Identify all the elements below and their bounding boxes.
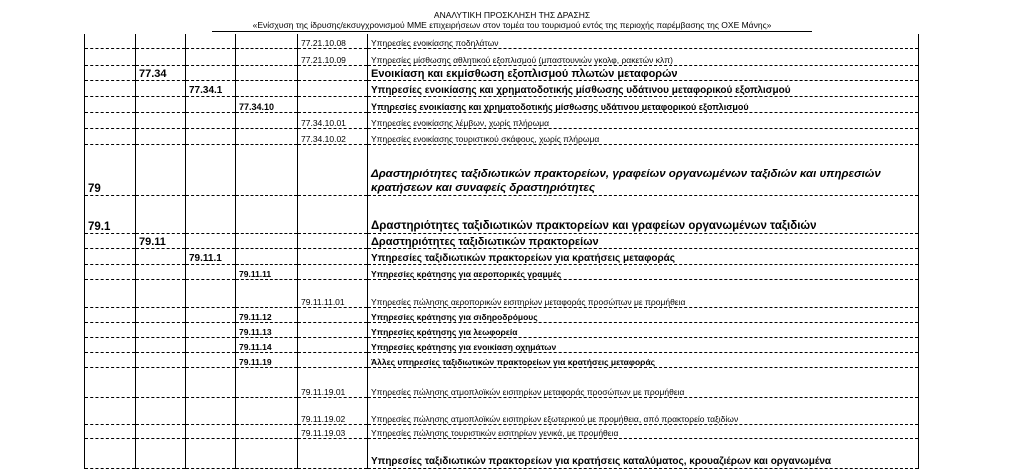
table-row bbox=[85, 233, 919, 248]
table-row bbox=[85, 337, 919, 352]
description-cell: Υπηρεσίες ενοικίασης και χρηματοδοτικής μίσθωσης υδάτινου μεταφορικού εξοπλισμού bbox=[368, 96, 919, 112]
class-code-cell bbox=[236, 397, 298, 424]
description-cell: Υπηρεσίες πώλησης ατμοπλοϊκών εισιτηρίων εξωτερικού με προμήθεια, από πρακτορείο ταξιδίων bbox=[368, 397, 919, 424]
table-row bbox=[85, 279, 919, 307]
group-code-cell bbox=[186, 264, 236, 279]
group-code-cell bbox=[186, 367, 236, 397]
group-code-cell bbox=[186, 438, 236, 468]
group-code-cell bbox=[186, 322, 236, 337]
subtitle-underline bbox=[212, 31, 812, 32]
class-code-cell bbox=[236, 80, 298, 96]
subclass-code-cell: 77.21.10.09 bbox=[298, 48, 368, 65]
table-row bbox=[85, 96, 919, 112]
group-code-cell bbox=[186, 48, 236, 65]
document-subtitle: «Ενίσχυση της ίδρυσης/εκσυγχρονισμού ΜΜΕ επιχειρήσεων στον τομέα του τουρισμού εντός της περιοχής παρέμβασης της ΟΧΕ Μάνης» bbox=[252, 20, 772, 30]
class-code-cell bbox=[236, 128, 298, 144]
subclass-code-cell: 79.11.19.01 bbox=[298, 367, 368, 397]
division-code-cell bbox=[136, 144, 186, 195]
section-code-cell: 79 bbox=[85, 144, 136, 195]
section-code-cell bbox=[85, 438, 136, 468]
subclass-code-cell: 77.34.10.02 bbox=[298, 128, 368, 144]
division-code-cell bbox=[136, 80, 186, 96]
subclass-code-cell: 79.11.19.03 bbox=[298, 424, 368, 438]
description-cell: Υπηρεσίες πώλησης αεροπορικών εισιτηρίων μεταφοράς προσώπων με προμήθεια bbox=[368, 279, 919, 307]
table-row bbox=[85, 352, 919, 367]
class-code-cell bbox=[236, 195, 298, 233]
subclass-code-cell bbox=[298, 264, 368, 279]
description-cell: Υπηρεσίες πώλησης ατμοπλοϊκών εισιτηρίων μεταφοράς προσώπων με προμήθεια bbox=[368, 367, 919, 397]
section-code-cell bbox=[85, 80, 136, 96]
group-code-cell bbox=[186, 128, 236, 144]
subclass-code-cell bbox=[298, 233, 368, 248]
group-code-cell bbox=[186, 307, 236, 322]
class-code-cell: 79.11.12 bbox=[236, 307, 298, 322]
subclass-code-cell bbox=[298, 80, 368, 96]
section-code-cell bbox=[85, 96, 136, 112]
class-code-cell bbox=[236, 65, 298, 80]
group-code-cell bbox=[186, 96, 236, 112]
description-cell: Υπηρεσίες ταξιδιωτικών πρακτορείων για κρατήσεις μεταφοράς bbox=[368, 248, 919, 264]
description-cell: Υπηρεσίες πώλησης τουριστικών εισιτηρίων γενικά, με προμήθεια bbox=[368, 424, 919, 438]
activity-codes-body bbox=[85, 34, 919, 468]
description-cell: Υπηρεσίες ενοικίασης λέμβων, χωρίς πλήρωμα bbox=[368, 112, 919, 128]
description-cell: Υπηρεσίες μίσθωσης αθλητικού εξοπλισμού (μπαστουνιών γκολφ, ρακετών κλπ) bbox=[368, 48, 919, 65]
table-row bbox=[85, 264, 919, 279]
group-code-cell bbox=[186, 424, 236, 438]
table-row bbox=[85, 112, 919, 128]
subclass-code-cell bbox=[298, 322, 368, 337]
description-cell: Δραστηριότητες ταξιδιωτικών πρακτορείων, γραφείων οργανωμένων ταξιδιών και υπηρεσιών κρατήσεων και συναφείς δραστηριότητες bbox=[368, 144, 919, 195]
group-code-cell: 79.11.1 bbox=[186, 248, 236, 264]
table-row bbox=[85, 367, 919, 397]
class-code-cell bbox=[236, 438, 298, 468]
class-code-cell: 79.11.11 bbox=[236, 264, 298, 279]
section-code-cell bbox=[85, 322, 136, 337]
section-code-cell bbox=[85, 352, 136, 367]
description-cell: Υπηρεσίες ενοικίασης τουριστικού σκάφους, χωρίς πλήρωμα bbox=[368, 128, 919, 144]
division-code-cell bbox=[136, 112, 186, 128]
division-code-cell bbox=[136, 322, 186, 337]
description-cell: Υπηρεσίες κράτησης για ενοικίαση οχημάτων bbox=[368, 337, 919, 352]
table-row bbox=[85, 128, 919, 144]
section-code-cell bbox=[85, 279, 136, 307]
description-cell: Δραστηριότητες ταξιδιωτικών πρακτορείων και γραφείων οργανωμένων ταξιδιών bbox=[368, 195, 919, 233]
table-row bbox=[85, 34, 919, 48]
group-code-cell bbox=[186, 279, 236, 307]
description-cell: Υπηρεσίες ταξιδιωτικών πρακτορείων για κρατήσεις καταλύματος, κρουαζιέρων και οργανωμένα bbox=[368, 438, 919, 468]
table-row bbox=[85, 65, 919, 80]
section-code-cell bbox=[85, 48, 136, 65]
class-code-cell bbox=[236, 144, 298, 195]
section-code-cell: 79.1 bbox=[85, 195, 136, 233]
class-code-cell bbox=[236, 34, 298, 48]
description-cell: Δραστηριότητες ταξιδιωτικών πρακτορείων bbox=[368, 233, 919, 248]
section-code-cell bbox=[85, 112, 136, 128]
section-code-cell bbox=[85, 337, 136, 352]
section-code-cell bbox=[85, 367, 136, 397]
division-code-cell: 77.34 bbox=[136, 65, 186, 80]
subclass-code-cell bbox=[298, 248, 368, 264]
section-code-cell bbox=[85, 397, 136, 424]
subclass-code-cell: 79.11.11.01 bbox=[298, 279, 368, 307]
group-code-cell bbox=[186, 112, 236, 128]
section-code-cell bbox=[85, 233, 136, 248]
table-row bbox=[85, 80, 919, 96]
group-code-cell bbox=[186, 352, 236, 367]
description-cell: Υπηρεσίες ενοικίασης και χρηματοδοτικής μίσθωσης υδάτινου μεταφορικού εξοπλισμού bbox=[368, 80, 919, 96]
division-code-cell bbox=[136, 438, 186, 468]
class-code-cell bbox=[236, 424, 298, 438]
subclass-code-cell bbox=[298, 438, 368, 468]
division-code-cell bbox=[136, 307, 186, 322]
group-code-cell bbox=[186, 144, 236, 195]
class-code-cell: 77.34.10 bbox=[236, 96, 298, 112]
division-code-cell: 79.11 bbox=[136, 233, 186, 248]
subclass-code-cell bbox=[298, 307, 368, 322]
subclass-code-cell bbox=[298, 144, 368, 195]
subclass-code-cell bbox=[298, 65, 368, 80]
division-code-cell bbox=[136, 264, 186, 279]
division-code-cell bbox=[136, 424, 186, 438]
division-code-cell bbox=[136, 352, 186, 367]
table-row bbox=[85, 438, 919, 468]
group-code-cell bbox=[186, 195, 236, 233]
table-row bbox=[85, 397, 919, 424]
group-code-cell bbox=[186, 65, 236, 80]
table-row bbox=[85, 48, 919, 65]
division-code-cell bbox=[136, 128, 186, 144]
class-code-cell: 79.11.14 bbox=[236, 337, 298, 352]
class-code-cell bbox=[236, 112, 298, 128]
division-code-cell bbox=[136, 337, 186, 352]
group-code-cell: 77.34.1 bbox=[186, 80, 236, 96]
section-code-cell bbox=[85, 65, 136, 80]
table-row bbox=[85, 322, 919, 337]
description-cell: Υπηρεσίες ενοικίασης ποδηλάτων bbox=[368, 34, 919, 48]
division-code-cell bbox=[136, 34, 186, 48]
division-code-cell bbox=[136, 367, 186, 397]
group-code-cell bbox=[186, 337, 236, 352]
class-code-cell bbox=[236, 367, 298, 397]
group-code-cell bbox=[186, 34, 236, 48]
subclass-code-cell bbox=[298, 195, 368, 233]
subclass-code-cell bbox=[298, 96, 368, 112]
subclass-code-cell: 77.21.10.08 bbox=[298, 34, 368, 48]
activity-codes-table bbox=[84, 34, 919, 469]
group-code-cell bbox=[186, 397, 236, 424]
section-code-cell bbox=[85, 248, 136, 264]
section-code-cell bbox=[85, 34, 136, 48]
subclass-code-cell bbox=[298, 352, 368, 367]
division-code-cell bbox=[136, 48, 186, 65]
class-code-cell bbox=[236, 233, 298, 248]
document-title: ΑΝΑΛΥΤΙΚΗ ΠΡΟΣΚΛΗΣΗ ΤΗΣ ΔΡΑΣΗΣ bbox=[433, 10, 591, 20]
table-row bbox=[85, 144, 919, 195]
division-code-cell bbox=[136, 279, 186, 307]
description-cell: Ενοικίαση και εκμίσθωση εξοπλισμού πλωτών μεταφορών bbox=[368, 65, 919, 80]
table-row bbox=[85, 424, 919, 438]
description-cell: Άλλες υπηρεσίες ταξιδιωτικών πρακτορείων για κρατήσεις μεταφοράς bbox=[368, 352, 919, 367]
table-row bbox=[85, 195, 919, 233]
table-row bbox=[85, 307, 919, 322]
division-code-cell bbox=[136, 397, 186, 424]
section-code-cell bbox=[85, 307, 136, 322]
class-code-cell bbox=[236, 248, 298, 264]
description-cell: Υπηρεσίες κράτησης για αεροπορικές γραμμές bbox=[368, 264, 919, 279]
table-row bbox=[85, 248, 919, 264]
description-cell: Υπηρεσίες κράτησης για σιδηροδρόμους bbox=[368, 307, 919, 322]
description-cell: Υπηρεσίες κράτησης για λεωφορεία bbox=[368, 322, 919, 337]
class-code-cell: 79.11.13 bbox=[236, 322, 298, 337]
subclass-code-cell: 77.34.10.01 bbox=[298, 112, 368, 128]
division-code-cell bbox=[136, 195, 186, 233]
subclass-code-cell: 79.11.19.02 bbox=[298, 397, 368, 424]
group-code-cell bbox=[186, 233, 236, 248]
class-code-cell bbox=[236, 279, 298, 307]
section-code-cell bbox=[85, 424, 136, 438]
section-code-cell bbox=[85, 128, 136, 144]
division-code-cell bbox=[136, 248, 186, 264]
subclass-code-cell bbox=[298, 337, 368, 352]
class-code-cell: 79.11.19 bbox=[236, 352, 298, 367]
class-code-cell bbox=[236, 48, 298, 65]
division-code-cell bbox=[136, 96, 186, 112]
section-code-cell bbox=[85, 264, 136, 279]
